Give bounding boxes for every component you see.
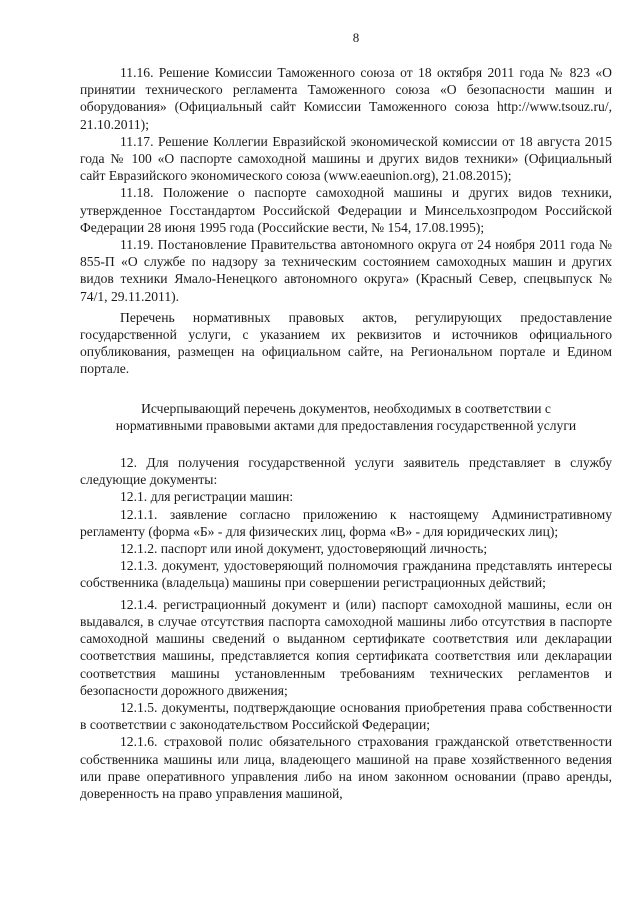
section-heading-line-2: нормативными правовыми актами для предоставления государственной услуги [115, 417, 577, 433]
paragraph-11-16: 11.16. Решение Комиссии Таможенного союза от 18 октября 2011 года № 823 «О принятии технического регламента Таможенного союза «О безопасности машин и оборудования» (Официальный сайт Комиссии Таможенного союза http://www.tsouz.ru/, 21.10.2011); [80, 65, 612, 132]
paragraph-11-17: 11.17. Решение Коллегии Евразийской экономической комиссии от 18 августа 2015 года № 100 «О паспорте самоходной машины и других видов техники» (Официальный сайт Евразийского экономического союза (www.eaeunion.org), 21.08.2015); [80, 133, 612, 184]
paragraph-12-1-6: 12.1.6. страховой полис обязательного страхования гражданской ответственности собственника машины или лица, владеющего машиной на праве хозяйственного ведения или праве оперативного управления либо на ином законном основании (право аренды, доверенность на право управления машиной, [80, 734, 612, 801]
paragraph-12-1-3: 12.1.3. документ, удостоверяющий полномочия гражданина представлять интересы собственника (владельца) машины при совершении регистрационных действий; [80, 558, 612, 591]
paragraph-npa-list: Перечень нормативных правовых актов, регулирующих предоставление государственной услуги, с указанием их реквизитов и источников официального опубликования, размещен на официальном сайте, на Региональном портале и Едином портале. [80, 309, 612, 377]
paragraph-11-18: 11.18. Положение о паспорте самоходной машины и других видов техники, утвержденное Госстандартом Российской Федерации и Минсельхозпродом Российской Федерации 28 июня 1995 года (Российские вести, № 154, 17.08.1995); [80, 185, 612, 235]
paragraph-12: 12. Для получения государственной услуги заявитель представляет в службу следующие документы: [80, 455, 612, 488]
section-heading [80, 400, 612, 434]
paragraph-12-1-4: 12.1.4. регистрационный документ и (или) паспорт самоходной машины, если он выдавался, в случае отсутствия паспорта самоходной машины либо отсутствия в паспорте самоходной машины сведений о выданном сертификате соответствия или декларации соответствия машины, представляется копия сертификата соответствия или декларации соответствия машины установленным требованиям технических регламентов и безопасности дорожного движения; [80, 596, 612, 698]
paragraph-12-1-2: 12.1.2. паспорт или иной документ, удостоверяющий личность; [120, 541, 488, 557]
paragraph-11-19: 11.19. Постановление Правительства автономного округа от 24 ноября 2011 года № 855-П «О службе по надзору за техническим состоянием самоходных машин и других видов техники Ямало-Ненецкого автономного округа» (Красный Север, спецвыпуск № 74/1, 29.11.2011). [80, 237, 612, 304]
paragraph-12-1-5: 12.1.5. документы, подтверждающие основания приобретения права собственности в соответствии с законодательством Российской Федерации; [80, 699, 612, 733]
paragraph-12-1: 12.1. для регистрации машин: [120, 489, 294, 505]
page-number: 8 [352, 30, 360, 45]
section-heading-line-1: Исчерпывающий перечень документов, необходимых в соответствии с [141, 400, 551, 416]
paragraph-12-1-1: 12.1.1. заявление согласно приложению к настоящему Административному регламенту (форма «Б» - для физических лиц, форма «В» - для юридических лиц); [80, 506, 612, 539]
